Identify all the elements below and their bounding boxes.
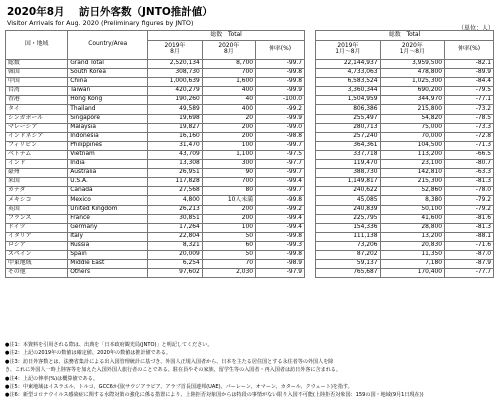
column-gap <box>304 69 315 78</box>
column-gap <box>304 96 315 105</box>
visitors-2020-cum: 54,820 <box>380 114 444 123</box>
column-gap <box>304 241 315 250</box>
visitors-2019-aug: 16,160 <box>148 132 202 141</box>
visitors-2020-aug: 200 <box>202 132 255 141</box>
change-cum: -81.6 <box>445 214 494 223</box>
header-group-cumulative: 総数 Total <box>316 31 494 41</box>
country-name-jp: 英国 <box>6 205 68 214</box>
visitors-2019-cum: 1,149,817 <box>316 178 380 187</box>
visitors-2020-cum: 104,500 <box>380 141 444 150</box>
visitors-2019-cum: 111,138 <box>316 232 380 241</box>
change-cum: -79.5 <box>445 87 494 96</box>
country-name-en: Canada <box>68 187 148 196</box>
country-name-en: Grand Total <box>68 60 148 69</box>
change-aug: -97.7 <box>256 160 305 169</box>
visitors-2019-aug: 6,254 <box>148 260 202 269</box>
table-row <box>6 269 494 278</box>
footnote: ●注5：中東地域はイスラエル、トルコ、GCC6か国(サウジアラビア、アラブ首長国連邦(UAE)、バーレーン、オマーン、カタール、クウェート)を指す。 <box>5 384 353 391</box>
country-name-jp: 米国 <box>6 178 68 187</box>
visitors-2019-aug: 30,851 <box>148 214 202 223</box>
table-row <box>6 160 494 169</box>
change-cum: -89.9 <box>445 69 494 78</box>
visitors-2020-cum: 23,100 <box>380 160 444 169</box>
column-gap <box>304 141 315 150</box>
change-cum: -87.9 <box>445 260 494 269</box>
visitors-2020-cum: 75,000 <box>380 123 444 132</box>
visitors-2020-cum: 215,800 <box>380 105 444 114</box>
change-cum: -81.3 <box>445 178 494 187</box>
visitors-2019-cum: 73,206 <box>316 241 380 250</box>
country-name-en: Taiwan <box>68 87 148 96</box>
column-gap <box>304 105 315 114</box>
footnote: ●注2：上記の2019年の数値は確定値、2020年の数値は推計値である。 <box>5 350 172 357</box>
table-row <box>6 260 494 269</box>
country-name-en: Italy <box>68 232 148 241</box>
footnote: ●注6：新型コロナウイルス感染症に関する水際対策の強化に係る措置により、上陸拒否対象国からは特段の事情がない限り入国不可能(上陸拒否対象国：159の国・地域(9月1日現在)) <box>5 392 424 399</box>
table-row <box>6 60 494 69</box>
visitors-2020-cum: 20,830 <box>380 241 444 250</box>
column-gap <box>304 123 315 132</box>
visitors-2019-aug: 20,009 <box>148 250 202 259</box>
country-name-en: Australia <box>68 169 148 178</box>
change-cum: -72.8 <box>445 132 494 141</box>
column-gap <box>304 78 315 87</box>
visitors-2020-aug: 1,100 <box>202 150 255 159</box>
visitors-2020-aug: 200 <box>202 123 255 132</box>
change-aug: -99.9 <box>256 114 305 123</box>
visitors-2019-aug: 17,264 <box>148 223 202 232</box>
visitors-2019-cum: 87,202 <box>316 250 380 259</box>
change-aug: -99.7 <box>256 60 305 69</box>
header-2020-aug: 2020年 8月 <box>202 41 255 60</box>
column-gap <box>304 269 315 278</box>
visitors-2019-cum: 240,839 <box>316 205 380 214</box>
visitors-2019-aug: 117,828 <box>148 178 202 187</box>
visitors-2019-cum: 225,795 <box>316 214 380 223</box>
report-month: 2020年8月 <box>7 6 65 18</box>
visitors-2019-aug: 26,213 <box>148 205 202 214</box>
change-cum: -80.7 <box>445 160 494 169</box>
change-cum: -82.1 <box>445 60 494 69</box>
change-cum: -87.0 <box>445 250 494 259</box>
footnote: ●注1：本資料を引用される際は、出典を「日本政府観光局(JNTO)」と明記してください。 <box>5 342 213 348</box>
country-name-en: Middle East <box>68 260 148 269</box>
visitors-2019-aug: 420,279 <box>148 87 202 96</box>
visitors-2020-aug: 50 <box>202 250 255 259</box>
country-name-en: Russia <box>68 241 148 250</box>
change-cum: -63.3 <box>445 169 494 178</box>
country-name-jp: 韓国 <box>6 69 68 78</box>
change-aug: -99.8 <box>256 250 305 259</box>
visitors-2019-cum: 255,497 <box>316 114 380 123</box>
table-row <box>6 178 494 187</box>
column-gap <box>304 132 315 141</box>
visitors-2019-aug: 13,308 <box>148 160 202 169</box>
visitors-2019-cum: 765,687 <box>316 269 380 278</box>
column-gap <box>304 150 315 159</box>
visitors-2020-cum: 690,200 <box>380 87 444 96</box>
visitors-2020-cum: 11,350 <box>380 250 444 259</box>
change-aug: -99.2 <box>256 205 305 214</box>
visitors-2019-aug: 27,568 <box>148 187 202 196</box>
visitors-2019-aug: 308,730 <box>148 69 202 78</box>
visitors-2020-cum: 3,959,500 <box>380 60 444 69</box>
change-aug: -97.5 <box>256 150 305 159</box>
change-aug: -99.3 <box>256 241 305 250</box>
header-2019-aug: 2019年 8月 <box>148 41 202 60</box>
change-aug: -99.9 <box>256 87 305 96</box>
visitors-2020-cum: 13,200 <box>380 232 444 241</box>
country-name-jp: フィリピン <box>6 141 68 150</box>
footnote: き、これに外国人一時上陸客等を加えた入国外国人旅行者のことである。駐在員やその家族、留学生等の入国者・再入国者は訪日外客に含まれる。 <box>5 367 341 374</box>
country-name-en: Philippines <box>68 141 148 150</box>
table-row <box>6 114 494 123</box>
visitors-2020-aug: 90 <box>202 169 255 178</box>
change-cum: -77.1 <box>445 96 494 105</box>
table-row <box>6 105 494 114</box>
change-cum: -73.2 <box>445 105 494 114</box>
country-name-jp: インドネシア <box>6 132 68 141</box>
table-row <box>6 205 494 214</box>
change-cum: -79.2 <box>445 205 494 214</box>
change-cum: -66.5 <box>445 150 494 159</box>
visitors-2019-cum: 59,137 <box>316 260 380 269</box>
change-aug: -99.8 <box>256 232 305 241</box>
visitors-2020-aug: 40 <box>202 96 255 105</box>
country-name-jp: タイ <box>6 105 68 114</box>
visitors-2020-cum: 113,200 <box>380 150 444 159</box>
country-name-jp: その他 <box>6 269 68 278</box>
header-country-jp: 国・地域 <box>6 31 68 60</box>
visitors-2019-aug: 1,000,639 <box>148 78 202 87</box>
visitor-arrivals-table <box>5 30 494 278</box>
title-row <box>7 4 493 18</box>
visitors-2020-cum: 215,300 <box>380 178 444 187</box>
country-name-jp: 豪州 <box>6 169 68 178</box>
change-cum: -79.2 <box>445 196 494 205</box>
table-row <box>6 214 494 223</box>
visitors-2020-aug: 100 <box>202 141 255 150</box>
country-name-jp: スペイン <box>6 250 68 259</box>
column-gap <box>304 187 315 196</box>
country-name-jp: イタリア <box>6 232 68 241</box>
table-row <box>6 232 494 241</box>
change-aug: -99.4 <box>256 178 305 187</box>
column-gap <box>304 87 315 96</box>
column-gap <box>304 250 315 259</box>
country-name-jp: 香港 <box>6 96 68 105</box>
change-cum: -78.5 <box>445 114 494 123</box>
visitors-2020-cum: 1,025,300 <box>380 78 444 87</box>
visitors-2019-aug: 19,827 <box>148 123 202 132</box>
unit-label: （単位：人） <box>457 25 494 32</box>
country-name-en: Germany <box>68 223 148 232</box>
visitors-2020-cum: 7,180 <box>380 260 444 269</box>
visitors-2019-cum: 364,361 <box>316 141 380 150</box>
visitors-2019-cum: 388,730 <box>316 169 380 178</box>
table-row <box>6 196 494 205</box>
column-gap <box>304 260 315 269</box>
visitors-2019-cum: 806,386 <box>316 105 380 114</box>
country-name-jp: 台湾 <box>6 87 68 96</box>
country-name-jp: ドイツ <box>6 223 68 232</box>
visitors-2019-aug: 43,709 <box>148 150 202 159</box>
table-row <box>6 87 494 96</box>
footnote: ●注3：訪日外客数とは、法務省集計による出入国管理統計に基づき、外国人正規入国者から、日本を主たる居住国とする永住者等の外国人を除 <box>5 358 334 365</box>
visitors-2019-cum: 240,622 <box>316 187 380 196</box>
country-name-en: United Kingdom <box>68 205 148 214</box>
visitors-2019-aug: 4,800 <box>148 196 202 205</box>
country-name-en: France <box>68 214 148 223</box>
table-row <box>6 78 494 87</box>
country-name-jp: 総数 <box>6 60 68 69</box>
change-aug: -99.7 <box>256 169 305 178</box>
visitors-2020-aug: 20 <box>202 114 255 123</box>
country-name-jp: シンガポール <box>6 114 68 123</box>
change-cum: -77.7 <box>445 269 494 278</box>
column-gap <box>304 205 315 214</box>
country-name-en: Others <box>68 269 148 278</box>
visitors-2020-aug: 1,600 <box>202 78 255 87</box>
visitors-2020-cum: 142,810 <box>380 169 444 178</box>
header-change: 伸率(%) <box>256 41 305 60</box>
header-country-en: Country/Area <box>68 31 148 60</box>
change-aug: -99.4 <box>256 214 305 223</box>
column-gap <box>304 196 315 205</box>
change-cum: -78.0 <box>445 187 494 196</box>
visitors-2020-aug: 10人未満 <box>202 196 255 205</box>
header-change-cum: 伸率(%) <box>445 41 494 60</box>
country-name-en: China <box>68 78 148 87</box>
visitors-2019-aug: 190,260 <box>148 96 202 105</box>
visitors-2020-aug: 200 <box>202 214 255 223</box>
change-aug: -98.9 <box>256 260 305 269</box>
column-gap <box>304 169 315 178</box>
visitors-2019-cum: 3,360,344 <box>316 87 380 96</box>
visitors-2019-aug: 19,698 <box>148 114 202 123</box>
visitors-2019-aug: 26,951 <box>148 169 202 178</box>
column-gap <box>304 214 315 223</box>
country-name-en: India <box>68 160 148 169</box>
table-row <box>6 69 494 78</box>
header-2019-cum: 2019年 1月～8月 <box>316 41 380 60</box>
table-row <box>6 96 494 105</box>
change-aug: -99.7 <box>256 141 305 150</box>
visitors-2020-aug: 50 <box>202 232 255 241</box>
change-aug: -99.8 <box>256 196 305 205</box>
country-name-en: Mexico <box>68 196 148 205</box>
visitors-2019-cum: 45,085 <box>316 196 380 205</box>
visitors-2020-aug: 300 <box>202 160 255 169</box>
country-name-jp: 中国 <box>6 78 68 87</box>
visitors-2020-cum: 170,400 <box>380 269 444 278</box>
page-subtitle: Visitor Arrivals for Aug. 2020 (Preliminary figures by JNTO) <box>7 19 194 27</box>
change-cum: -71.6 <box>445 241 494 250</box>
column-gap <box>304 223 315 232</box>
visitors-2020-aug: 8,700 <box>202 60 255 69</box>
visitors-2019-cum: 22,144,937 <box>316 60 380 69</box>
table-row <box>6 187 494 196</box>
visitors-2019-cum: 119,470 <box>316 160 380 169</box>
country-name-en: Vietnam <box>68 150 148 159</box>
column-gap <box>304 31 315 60</box>
change-aug: -99.4 <box>256 223 305 232</box>
country-name-en: Spain <box>68 250 148 259</box>
country-name-jp: ロシア <box>6 241 68 250</box>
visitors-2019-aug: 49,589 <box>148 105 202 114</box>
visitors-2019-aug: 31,470 <box>148 141 202 150</box>
country-name-jp: インド <box>6 160 68 169</box>
visitors-2019-aug: 2,520,134 <box>148 60 202 69</box>
visitors-2020-cum: 41,600 <box>380 214 444 223</box>
change-cum: -84.4 <box>445 78 494 87</box>
visitors-2019-cum: 6,583,524 <box>316 78 380 87</box>
table-row <box>6 141 494 150</box>
visitors-2019-cum: 154,336 <box>316 223 380 232</box>
country-name-en: U.S.A. <box>68 178 148 187</box>
table-row <box>6 169 494 178</box>
page-title: 訪日外客数（JNTO推計値） <box>79 6 213 18</box>
header-2020-cum: 2020年 1月～8月 <box>380 41 444 60</box>
visitors-2020-cum: 50,100 <box>380 205 444 214</box>
country-name-jp: フランス <box>6 214 68 223</box>
change-aug: -98.8 <box>256 132 305 141</box>
change-aug: -97.9 <box>256 269 305 278</box>
visitors-2019-aug: 8,321 <box>148 241 202 250</box>
visitors-2019-cum: 4,733,063 <box>316 69 380 78</box>
visitors-2020-cum: 478,800 <box>380 69 444 78</box>
visitors-2020-aug: 200 <box>202 205 255 214</box>
change-cum: -71.3 <box>445 141 494 150</box>
visitors-2020-aug: 700 <box>202 69 255 78</box>
visitors-2020-aug: 60 <box>202 241 255 250</box>
table-row <box>6 150 494 159</box>
column-gap <box>304 114 315 123</box>
visitors-2019-cum: 337,718 <box>316 150 380 159</box>
table-row <box>6 241 494 250</box>
column-gap <box>304 160 315 169</box>
table-row <box>6 250 494 259</box>
change-aug: -99.8 <box>256 69 305 78</box>
country-name-jp: メキシコ <box>6 196 68 205</box>
country-name-en: Indonesia <box>68 132 148 141</box>
change-aug: -99.8 <box>256 78 305 87</box>
header-group-monthly: 総数 Total <box>148 31 305 41</box>
visitors-2020-aug: 2,030 <box>202 269 255 278</box>
table-row <box>6 223 494 232</box>
visitors-2020-cum: 344,970 <box>380 96 444 105</box>
change-aug: -99.2 <box>256 105 305 114</box>
change-cum: -81.3 <box>445 223 494 232</box>
visitors-2020-aug: 100 <box>202 223 255 232</box>
table-row <box>6 132 494 141</box>
header-group-row <box>6 31 494 41</box>
country-name-jp: マレーシア <box>6 123 68 132</box>
country-name-jp: ベトナム <box>6 150 68 159</box>
change-aug: -100.0 <box>256 96 305 105</box>
visitors-2020-cum: 70,000 <box>380 132 444 141</box>
visitors-2019-aug: 97,602 <box>148 269 202 278</box>
country-name-jp: カナダ <box>6 187 68 196</box>
visitors-2020-cum: 52,860 <box>380 187 444 196</box>
country-name-en: Thailand <box>68 105 148 114</box>
table-row <box>6 123 494 132</box>
visitors-2020-aug: 80 <box>202 187 255 196</box>
country-name-jp: 中東地域 <box>6 260 68 269</box>
visitors-2019-aug: 22,804 <box>148 232 202 241</box>
visitors-2019-cum: 257,240 <box>316 132 380 141</box>
change-cum: -73.3 <box>445 123 494 132</box>
change-cum: -88.1 <box>445 232 494 241</box>
visitors-2020-aug: 400 <box>202 87 255 96</box>
visitors-2019-cum: 280,713 <box>316 123 380 132</box>
footnote: ●注4：上記の伸率(%)は概算値である。 <box>5 375 98 382</box>
column-gap <box>304 60 315 69</box>
visitors-2020-aug: 400 <box>202 105 255 114</box>
change-aug: -99.0 <box>256 123 305 132</box>
column-gap <box>304 178 315 187</box>
visitors-2020-cum: 28,800 <box>380 223 444 232</box>
country-name-en: Singapore <box>68 114 148 123</box>
country-name-en: Malaysia <box>68 123 148 132</box>
visitors-2019-cum: 1,504,959 <box>316 96 380 105</box>
visitors-2020-aug: 70 <box>202 260 255 269</box>
table-body <box>6 60 494 278</box>
visitors-2020-aug: 700 <box>202 178 255 187</box>
country-name-en: South Korea <box>68 69 148 78</box>
footnotes <box>5 341 495 400</box>
column-gap <box>304 232 315 241</box>
visitors-2020-cum: 8,380 <box>380 196 444 205</box>
country-name-en: Hong Kong <box>68 96 148 105</box>
change-aug: -99.7 <box>256 187 305 196</box>
